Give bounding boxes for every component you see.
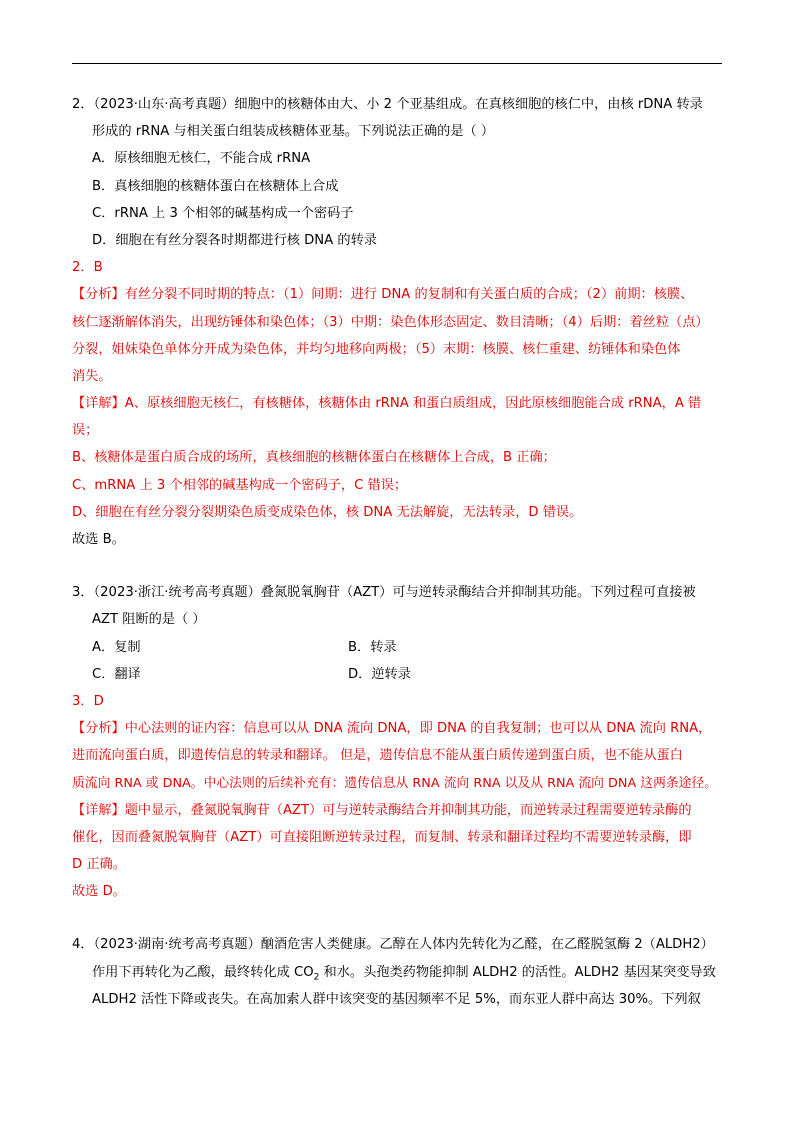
question-stem-line: [72, 959, 724, 986]
detail-line: 故选 D。: [72, 884, 126, 900]
analysis-line: 消失。: [72, 368, 112, 384]
detail-line: C、mRNA 上 3 个相邻的碱基构成一个密码子，C 错误；: [72, 477, 408, 493]
subscript: 2: [313, 972, 320, 983]
detail-line: D、细胞在有丝分裂分裂期染色质变成染色体，核 DNA 无法解旋，无法转录，D 错误。: [72, 504, 583, 520]
question-3: [72, 579, 724, 905]
document-page: [72, 91, 724, 1013]
option-d: D．逆转录: [348, 666, 411, 682]
option-a: A．原核细胞无核仁，不能合成 rRNA: [92, 151, 311, 167]
question-stem-line: 3．（2023·浙江·统考高考真题）叠氮脱氧胸苷（AZT）可与逆转录酶结合并抑制其功能。下列过程可直接被: [72, 585, 696, 601]
detail-line: 催化，因而叠氮脱氧胸苷（AZT）可直接阻断逆转录过程，而复制、转录和翻译过程均不需要逆转录酶，即: [72, 829, 692, 845]
spacer: [72, 553, 724, 579]
analysis-line: 核仁逐渐解体消失，出现纺锤体和染色体；（3）中期：染色体形态固定、数目清晰；（4）后期：着丝粒（点）: [72, 314, 709, 330]
analysis-line: 质流向 RNA 或 DNA。中心法则的后续补充有：遗传信息从 RNA 流向 RNA 以及从 RNA 流向 DNA 这两条途径。: [72, 775, 718, 791]
analysis-line: 【分析】有丝分裂不同时期的特点：（1）间期：进行 DNA 的复制和有关蛋白质的合成；（2）前期：核膜、: [72, 287, 694, 303]
answer: 3．D: [72, 693, 104, 709]
question-stem-line: 2．（2023·山东·高考真题）细胞中的核糖体由大、小 2 个亚基组成。在真核细胞的核仁中，由核 rDNA 转录: [72, 97, 703, 112]
detail-line: 误；: [72, 423, 99, 439]
stem-text: 和水。头孢类药物能抑制 ALDH2 的活性。ALDH2 基因某突变导致: [319, 964, 716, 980]
option-c: C．翻译: [92, 666, 141, 682]
options-row: [72, 661, 724, 688]
question-stem-line: ALDH2 活性下降或丧失。在高加索人群中该突变的基因频率不足 5%，而东亚人群中高达 30%。下列叙: [92, 991, 701, 1007]
stem-text: 作用下再转化为乙酸，最终转化成 CO: [92, 964, 314, 980]
question-2: [72, 91, 724, 553]
conclusion-line: 故选 B。: [72, 532, 125, 547]
detail-line: B、核糖体是蛋白质合成的场所，真核细胞的核糖体蛋白在核糖体上合成，B 正确；: [72, 450, 556, 466]
option-d: D．细胞在有丝分裂各时期都进行核 DNA 的转录: [92, 232, 377, 248]
options-row: [72, 634, 724, 661]
detail-line: 【详解】题中显示，叠氮脱氧胸苷（AZT）可与逆转录酶结合并抑制其功能，而逆转录过程需要逆转录酶的: [72, 802, 692, 818]
option-a: A．复制: [92, 639, 141, 655]
question-4: [72, 931, 724, 1013]
analysis-line: 分裂，姐妹染色单体分开成为染色体，并均匀地移向两极；（5）末期：核膜、核仁重建、纺锤体和染色体: [72, 341, 681, 357]
option-b: B．转录: [348, 639, 397, 655]
detail-line: 【详解】A、原核细胞无核仁，有核糖体，核糖体由 rRNA 和蛋白质组成，因此原核细胞能合成 rRNA，A 错: [72, 396, 702, 412]
option-b: B．真核细胞的核糖体蛋白在核糖体上合成: [92, 178, 339, 194]
question-stem-line: 形成的 rRNA 与相关蛋白组装成核糖体亚基。下列说法正确的是（ ）: [92, 124, 495, 140]
analysis-line: 进而流向蛋白质，即遗传信息的转录和翻译。 但是，遗传信息不能从蛋白质传递到蛋白质，也不能从蛋白: [72, 748, 683, 764]
question-stem-line: 4．（2023·湖南·统考高考真题）酗酒危害人类健康。乙醇在人体内先转化为乙醛，在乙醛脱氢酶 2（ALDH2）: [72, 937, 714, 953]
header-rule: [72, 63, 722, 64]
question-stem-line: AZT 阻断的是（ ）: [92, 612, 206, 628]
answer: 2．B: [72, 260, 103, 276]
analysis-line: 【分析】中心法则的证内容：信息可以从 DNA 流向 DNA，即 DNA 的自我复制；也可以从 DNA 流向 RNA，: [72, 721, 712, 737]
spacer: [72, 905, 724, 931]
detail-line: D 正确。: [72, 857, 126, 873]
option-c: C．rRNA 上 3 个相邻的碱基构成一个密码子: [92, 205, 354, 221]
